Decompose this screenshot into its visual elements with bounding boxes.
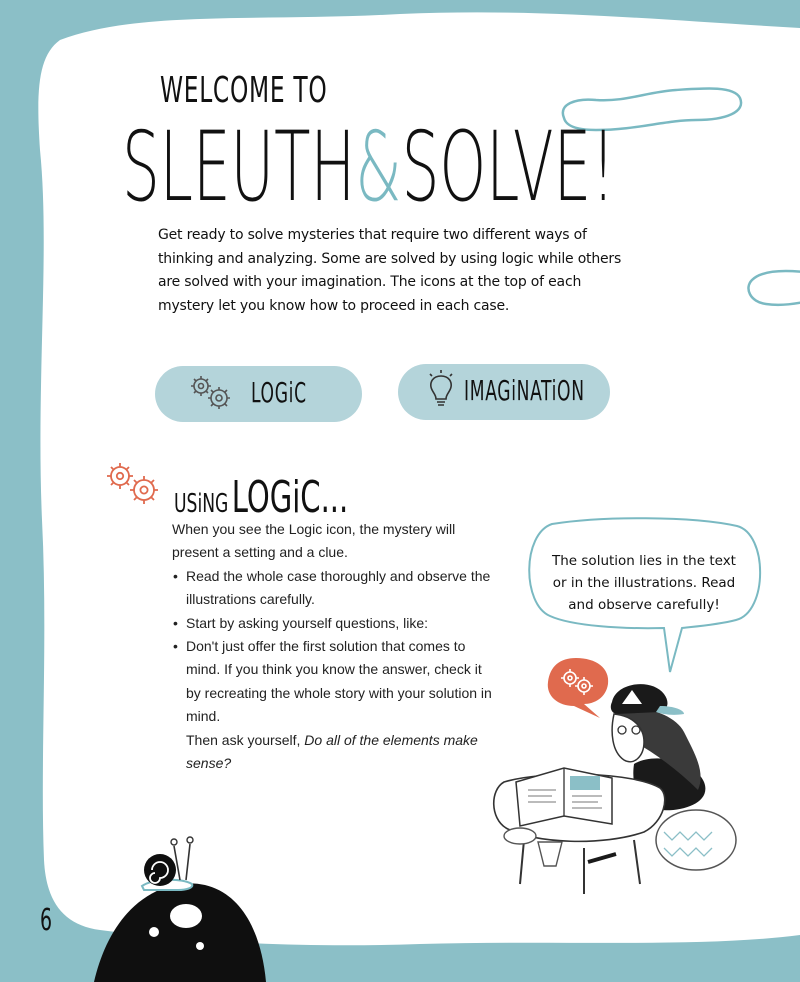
gears-icon bbox=[187, 374, 235, 410]
title-part-2: SOLVE! bbox=[401, 111, 616, 223]
gears-icon bbox=[102, 460, 164, 506]
section-heading bbox=[174, 472, 348, 523]
speech-bubble-text: The solution lies in the text or in the illustrations. Read and observe carefully! bbox=[552, 553, 736, 613]
heading-big: LOGiC... bbox=[231, 472, 349, 523]
welcome-heading: WELCOME TO bbox=[160, 70, 328, 111]
page-title bbox=[122, 112, 615, 222]
closing-question: Do all of the elements make sense? bbox=[186, 731, 478, 772]
logic-pill bbox=[155, 366, 362, 422]
imagination-label: IMAGiNATiON bbox=[464, 374, 585, 407]
logic-label: LOGiC bbox=[251, 376, 307, 409]
closing-prefix: Then ask yourself, bbox=[186, 731, 305, 748]
reading-detective-illustration bbox=[484, 672, 746, 922]
list-item: • Start by asking yourself questions, like: bbox=[172, 612, 492, 635]
logic-instructions bbox=[172, 518, 492, 775]
intro-paragraph: Get ready to solve mysteries that require two different ways of thinking and analyzing. Some are solved by using logic while others are solved with your imagination. The icons at the top of each mystery let you know how to proceed in each case. bbox=[158, 227, 622, 314]
heading-small: USiNG bbox=[174, 489, 229, 519]
list-item: • Don't just offer the first solution that comes to mind. If you think you know the answer, check it by recreating the whole story with your solution in mind. bbox=[172, 635, 492, 729]
imagination-pill bbox=[398, 364, 610, 420]
instructions-intro: When you see the Logic icon, the mystery will present a setting and a clue. bbox=[172, 521, 456, 561]
title-ampersand: & bbox=[355, 111, 402, 223]
instructions-list bbox=[172, 565, 492, 729]
title-part-1: SLEUTH bbox=[122, 111, 356, 223]
cloud-icon bbox=[744, 266, 800, 312]
snail-on-rock-illustration bbox=[90, 828, 270, 982]
lightbulb-icon bbox=[426, 368, 456, 410]
page-number: 6 bbox=[40, 903, 53, 938]
list-item: • Read the whole case thoroughly and observe the illustrations carefully. bbox=[172, 565, 492, 612]
closing-line bbox=[172, 729, 492, 776]
